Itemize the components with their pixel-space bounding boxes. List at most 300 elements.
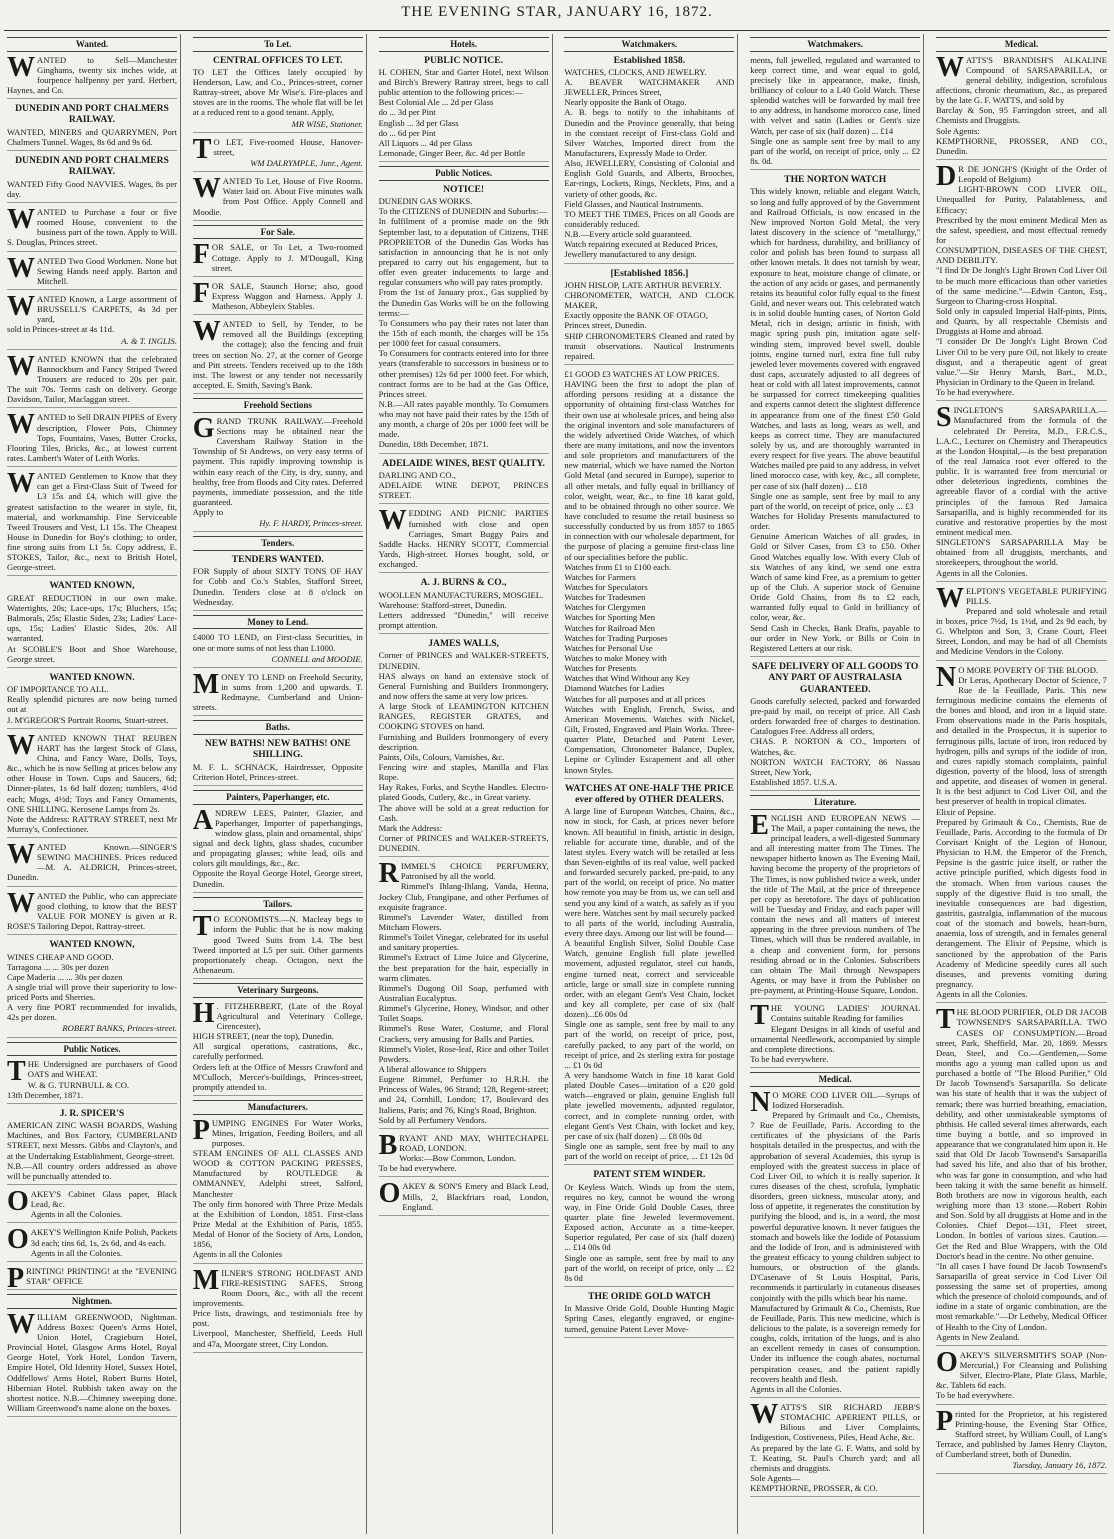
ad-text: Single one as sample, sent free by mail to any part of the world on receipt of price, ... £1 12s 0d — [564, 1140, 735, 1162]
ad-text: All surgical operations, castrations, &c., carefully performed. — [192, 1041, 363, 1062]
drop-cap: G — [192, 412, 215, 444]
advertisement — [192, 173, 363, 221]
advertisement — [750, 174, 920, 657]
advertisement — [935, 1346, 1107, 1405]
ad-text: Works:—Bow Common, London. — [399, 1153, 517, 1164]
drop-cap: W — [378, 505, 407, 537]
advertisement — [750, 1398, 921, 1497]
section-heading: Veterinary Surgeons. — [193, 983, 363, 998]
ad-text: N.B.—Every article sold guaranteed. — [564, 229, 692, 240]
section-heading: Money to Lend. — [193, 615, 363, 630]
ad-text: Also, JEWELLERY, Consisting of Colonial and English Gold Guards, and Alberts, Brooches, Ear-rings, Lockets, Rings, Necklets, Pins, and a variety of other goods, &c. — [564, 158, 735, 199]
ad-text: WELPTON'S VEGETABLE PURIFYING PILLS. — [935, 582, 1107, 614]
ad-text: M. F. L. SCHNACK, Hairdresser, Opposite Criterion Hotel, Princes-street. — [192, 761, 363, 782]
advertisement — [378, 858, 549, 1129]
ad-text: SHIP CHRONOMETERS Cleaned and rated by transit observations. Nautical Instruments repaired. — [564, 330, 735, 361]
advertisement — [935, 51, 1107, 160]
ad-text: £4000 TO LEND, on First-class Securities, in one or more sums of not less than L1000. — [192, 632, 363, 653]
drop-cap: W — [7, 468, 35, 500]
ad-text: CONSUMPTION, DISEASES OF THE CHEST, AND DEBILITY. — [935, 245, 1107, 266]
advertisement — [935, 161, 1107, 401]
advertisement — [7, 1262, 177, 1294]
ad-text: Watches for Farmers — [564, 571, 636, 582]
ad-text: 13th December, 1871. — [7, 1089, 84, 1100]
advertisement — [7, 729, 177, 838]
ad-headline: JAMES WALLS, — [428, 638, 499, 650]
section-heading: Freehold Sections — [193, 398, 363, 413]
ad-text: Prepared by Grimault & Co., Chemists, Rue de Feuillade, Paris. According to the formula of Dr Corvisart Knight of the Legion of Honour, Physician to H.M. the Emperor of the French, Pepsine is the gastric juice itself, or rather the active principle purified, which digests food in the stomach. When from various causes the supply of the digestive fluid is too small, the inevitable consequences are bad digestion, gastritis, gastralgia, inflammation of the mucous coat of the stomach and bowels, heart-burn, anaemia, loss of strength, and in females general derangement. The Elixir of Pepsine, which is sanctioned by the approbation of the Paris Academy of Medicine speedily cures all such diseases, and prevents vomiting during pregnancy. — [935, 816, 1107, 989]
ad-text: Single one as sample, sent free by mail to any part of the world, on receipt of price, post, carefully packed, to any part of the world, on receipt of price, and 2s sterling extra for postage ... £1 0s 0d — [564, 1019, 735, 1070]
drop-cap: W — [935, 582, 964, 614]
ad-text: WANTED Known, a Large assortment of BRUSSELL'S CARPETS, 4s 3d per yard, — [7, 290, 177, 325]
advertisement — [7, 1308, 177, 1417]
ad-text: BRYANT AND MAY, WHITECHAPEL ROAD, LONDON. — [378, 1129, 549, 1161]
ad-text: WANTED KNOWN that the celebrated Bannockburn and Fancy Striped Tweed Trousers are reduced to 20s per pair. The suit 70s. Terms cash on delivery. George Davidson, Tailor, Maclaggan street. — [7, 350, 177, 405]
ad-text: Rimmel's Toilet Vinegar, celebrated for its useful and sanitary properties. — [378, 932, 549, 953]
ad-text: AMERICAN ZINC WASH BOARDS, Washing Machines, and Box Factory, CUMBERLAND STREET, next Messrs. Gibbs and Clayton's, and at the Undertaking Establishment, George-street. — [7, 1120, 177, 1161]
advertisement — [193, 554, 363, 611]
drop-cap: W — [7, 290, 35, 322]
ad-signature: Hy. F. HARDY, Princes-street. — [259, 518, 363, 529]
section-heading: Painters, Paperhanger, etc. — [193, 790, 363, 805]
advertisement — [935, 402, 1107, 581]
ad-text: Corner of PRINCES and WALKER-STREETS, DUNEDIN. — [378, 832, 549, 854]
drop-cap: T — [750, 1000, 769, 1032]
ad-text: Watches for Holiday Presents manufactured to order. — [750, 510, 921, 532]
advertisement — [564, 55, 734, 264]
ad-text: Eugene Rimmel, Perfumer to H.R.H. the Princess of Wales, 96 Strand; 128, Regent-street; and 24, Cornhill, London; 17, Boulevard des Italiens, Paris; and 76, King's Road, Brighton. — [378, 1074, 549, 1115]
ad-headline: WATCHES AT ONE-HALF THE PRICE ever offered by OTHER DEALERS. — [564, 782, 734, 805]
ad-signature: Tuesday, January 16, 1872. — [1012, 1460, 1107, 1471]
ad-signature: CONNELL and MOODIE. — [271, 653, 363, 664]
advertisement — [7, 103, 177, 151]
ad-signature: WM DALRYMPLE, Junr., Agent. — [250, 158, 363, 169]
ad-text: Single one as sample, sent free by mail to any part of the world, on receipt of price, only ... £2 8s 0d — [564, 1252, 735, 1283]
drop-cap: W — [7, 1308, 35, 1340]
ad-text: Barclay & Son, 95 Farringdon street, and all Chemists and Druggists. — [935, 105, 1107, 126]
ad-text: WANTED Two Good Workmen. None but Sewing Hands need apply. Barton and Mitchell. — [7, 252, 177, 286]
ad-text: In fulfilment of a promise made on the 9th September last, to a deputation of Citizens, THE PROPRIETOR of the Dunedin Gas Works has satisfaction in announcing that he is not only prepared to carry out his engagement, but to offer even greater inducements to large and regular consumers who will pay rates promptly. — [378, 216, 549, 288]
advertisement — [192, 133, 363, 172]
ad-text: A. BEAVER WATCHMAKER AND JEWELLER, Princes Street, — [564, 77, 735, 98]
advertisement — [7, 1224, 177, 1261]
ad-text: Prescribed by the most eminent Medical Men as the safest, speediest, and most effectual remedy for — [935, 214, 1107, 245]
drop-cap: M — [192, 668, 220, 700]
ad-text: To be had everywhere. — [378, 1163, 457, 1174]
ad-text: CHRONOMETER, WATCH, AND CLOCK MAKER, — [564, 290, 735, 311]
ad-text: Watches for Railroad Men — [564, 622, 656, 633]
ad-text: Nearly opposite the Bank of Otago. — [564, 97, 687, 108]
ad-text: WANTED to Sell, by Tender, to be removed all the Buildings (excepting the cottage); also the fencing and fruit trees on section No. 27, at the corner of George and Pitt streets. Tenders received up to the 18th inst. The lowest or any tender not necessarily accepted. E. Smith, Saving's Bank. — [192, 316, 363, 391]
ad-text: Rimmel's Rose Water, Costume, and Floral Crackers, very amusing for Balls and Parties. — [378, 1023, 549, 1044]
advertisement — [192, 911, 363, 979]
ad-text: FOR Supply of about SIXTY TONS OF HAY for Cobb and Co.'s Stables, Stafford Street, Dunedin. Tenders close at 8 o'clock on Wednesday. — [192, 566, 363, 607]
section-heading: Wanted. — [7, 37, 177, 52]
advertisement — [192, 668, 363, 717]
advertisement — [935, 661, 1107, 1004]
advertisement — [935, 1004, 1107, 1346]
advertisement — [750, 809, 921, 1000]
ad-text: Princes street, Dunedin. — [564, 320, 647, 331]
drop-cap: F — [192, 239, 210, 271]
ad-text: From the 1st of January prox., Gas supplied by the Dunedin Gas Works will be on the following terms:— — [378, 287, 549, 318]
ad-text: KEMPTHORNE, PROSSER, & CO. — [750, 1483, 878, 1494]
ad-text: WANTED, MINERS and QUARRYMEN, Port Chalmers Tunnel. Wages, 8s 6d and 9s 6d. — [7, 126, 177, 147]
ad-text: NORTON WATCH FACTORY, 86 Nassau Street, New York, — [750, 756, 921, 777]
ad-text: HAVING been the first to adopt the plan of affording persons residing at a distance the opportunity of obtaining first-class Watches for their own use at wholesale prices, and being also the original inventors and sole manufacturers of the widely advertised Oride Watches, of which there are many imitations, and now the inventors and sole proprietors and manufacturers of the new material, which we have named the Norton Gold Metal (and secured in Europe), superior to all other metals, and fully equal in brilliancy of color, weight, wear, &c., to fine 18 karat gold, and to be obtained through no other source. We have concluded to resume the retail business so successfully conducted by us from 1857 to 1865 in connection with our wholesale department, for the purpose of placing a genuine first-class line of our specialities before the public. — [564, 379, 735, 562]
ad-text: Send Cash in Checks, Bank Drafts, payable to our order in New York, or Bills or Coin in Registered Letters at our risk. — [750, 622, 921, 653]
drop-cap: M — [192, 1264, 220, 1296]
ad-text: WANTED to Sell DRAIN PIPES of Every description, Flower Pots, Chimney Tops, Fountains, Vases, Butter Crocks, Flooring Tiles, Bricks, &c., at lowest current rates. Lambert's Water of Leith Works. — [7, 409, 177, 463]
ad-text: "I find Dr De Jongh's Light Brown Cod Liver Oil to be much more efficacious than other varieties of the same medicine."—Edwin Canton, Esq., Surgeon to Charing-cross Hospital. — [935, 265, 1107, 306]
advertisement — [7, 155, 177, 203]
ad-text: WANTED To Let, House of Five Rooms. Water laid on. About Five minutes walk from Post Office. Apply Connell and Moodie. — [192, 173, 363, 217]
column-1 — [4, 34, 181, 1534]
drop-cap: E — [750, 809, 769, 841]
ad-text: Tarragona ... ... 30s per dozen — [7, 961, 109, 972]
advertisement — [379, 55, 549, 163]
ad-text: MILNER'S STRONG HOLDFAST AND FIRE-RESISTING SAFES, Strong Room Doors, &c., with all the recent improvements. — [192, 1264, 363, 1308]
advertisement — [7, 1108, 177, 1185]
ad-text: Rimmel's Ihlang-Ihlang, Vanda, Henna, Jockey Club, Frangipane, and other Perfumes of exquisite fragrance. — [378, 881, 549, 912]
ad-text: Mark the Address: — [378, 822, 443, 833]
ad-text: Watches for Tradesmen — [564, 592, 646, 603]
ad-text: Agents in all the Colonies. — [935, 989, 1028, 1000]
ad-text: A liberal allowance to Shippers — [378, 1064, 487, 1075]
ad-headline: DUNEDIN AND PORT CHALMERS RAILWAY. — [15, 155, 169, 178]
ad-text: W. & G. TURNBULL & CO. — [27, 1079, 130, 1090]
ad-text: A beautiful English Silver, Solid Double Case Watch, genuine English full plate jewelled movement, adjusted regulator, steel cut hands, engine turned neat, correct and serviceable article, large or small size in complete running order, with an elegant Gent's Vest Chain, locket and key all complete, per case of six (half dozen)...£6 00s 0d — [564, 938, 735, 1020]
ad-text: WANTED Fifty Good NAVVIES. Wages, 8s per day. — [7, 178, 177, 199]
ad-text: OAKEY'S SILVERSMITH'S SOAP (Non-Mercurial,) For Cleansing and Polishing Silver, Electro-Plate, Plate Glass, Marble, &c. Tablets 6d each. — [935, 1346, 1107, 1391]
ad-headline: NEW BATHS! NEW BATHS! ONE SHILLING. — [204, 738, 351, 761]
ad-text: Furnishing and Builders Ironmongery of every description. — [378, 731, 549, 752]
ad-text: PRINTING! PRINTING! at the "EVENING STAR" OFFICE — [7, 1262, 177, 1294]
ad-headline: SAFE DELIVERY OF ALL GOODS TO ANY PART OF AUSTRALASIA GUARANTEED. — [752, 660, 919, 695]
ad-text: TO LET the Offices lately occupied by Henderson, Law, and Co., Princes-street, corner Rattray-street, above Mr Wise's. Fire-places and stoves are in the rooms. The whole flat will be let at a reduced rent to a good tenant. Apply, — [192, 66, 363, 118]
advertisement — [7, 409, 177, 467]
drop-cap: W — [935, 51, 964, 83]
ad-headline: WANTED KNOWN, — [49, 580, 135, 592]
ad-text: HAS always on hand an extensive stock of General Furnishing and Builders Ironmongery, and now offers the same at very low prices. — [378, 670, 549, 701]
ad-text: Really splendid pictures are now being turned out at — [7, 694, 177, 715]
ad-text: Agents in all the Colonies. — [750, 1383, 842, 1394]
ad-text: WANTED Gentlemen to Know that they can get a First-Class Suit of Tweed for L3 15s and £4, which will give the greatest satisfaction to the wearer in style, fit, material, and workmanship. Fine Serviceable Tweed Trousers and Vest, L1 15s. The Cheapest House in Dunedin for Boy's clothing; to order, fine strong suits from L1 5s. Copy address, E. STOKES, Tailor, &c., next to British Hotel, George-street. — [7, 468, 177, 573]
ad-text: WANTED to Sell—Manchester Ginghams, twenty six inches wide, at fourpence halfpenny per yard. Herbert, Haynes, and Co. — [7, 51, 177, 96]
ad-text: WATCHES, CLOCKS, AND JEWELRY. — [564, 66, 707, 77]
ad-text: ADELAIDE WINE DEPOT, PRINCES STREET. — [378, 480, 549, 501]
advertisement — [564, 1291, 734, 1338]
ad-text: Hay Rakes, Forks, and Scythe Handles. Electro-plated Goods, Cutlery, &c., in Great variety. — [378, 782, 549, 803]
drop-cap: T — [192, 133, 212, 165]
ad-text: Field Glasses, and Nautical Instruments. — [564, 198, 704, 209]
ad-text: H. COHEN, Star and Garter Hotel, next Wilson and Birch's Brewery Rattray street, begs to call public attention to the following prices:— — [378, 66, 549, 98]
drop-cap: T — [935, 1004, 955, 1036]
ad-text: do ... 6d per Pint — [378, 127, 436, 138]
advertisement — [935, 582, 1107, 661]
section-heading: Literature. — [750, 795, 920, 810]
ad-text: Genuine American Watches of all grades, in Gold or Silver Cases, from £3 to £50. Other Good Watches equally low. With every Club of six Watches of any kind, we send one extra Watch of same kind Free, as a premium to getter up of the Club. A superior stock of Genuine Oride Gold Chains, from 8s to £2 each, warranted fully equal to Gold in brilliancy of color, wear, &c. — [750, 531, 921, 623]
drop-cap: W — [192, 173, 221, 205]
ad-text: J. M'GREGOR'S Portrait Rooms, Stuart-street. — [7, 714, 169, 725]
ad-text: Rimmel's Dugong Oil Soap, perfumed with Australian Eucalyptus. — [378, 982, 549, 1004]
section-heading: Medical. — [750, 1072, 920, 1087]
column-3 — [376, 34, 553, 1534]
ad-text: Rimmel's Glycerine, Honey, Windsor, and other Toilet Soaps. — [378, 1003, 549, 1024]
ad-text: Watches for all purposes and at all prices — [564, 693, 706, 704]
ad-text: Printed for the Proprietor, at his registered Printing-house, the Evening Star Office, Stafford street, by William Coull, of Lang's Terrace, and published by James Henry Clayton, of Cumberland street, both of Dunedin. — [935, 1405, 1107, 1460]
ad-text: As prepared by the late G. F. Watts, and sold by T. Keating, St. Paul's Church yard; and all chemists and druggists. — [750, 1442, 921, 1473]
ad-text: Established 1857. U.S.A. — [750, 777, 838, 787]
advertisement — [7, 672, 177, 729]
advertisement — [7, 1056, 177, 1104]
drop-cap: H — [192, 997, 215, 1029]
drop-cap: P — [935, 1405, 954, 1437]
ad-text: Agents in all the Colonies — [192, 1249, 283, 1260]
ad-text: Agents in all the Colonies. — [30, 1247, 123, 1258]
ad-text: GREAT REDUCTION in our own make. Watertights, 20s; Lace-ups, 17s; Bluchers, 15s; Balmorals, 25s; Elastic Sides, 23s; Ladies' Lace-ups, 15s; Ladies' Elastic Sides, 20s. All warranted. — [7, 592, 177, 644]
ad-text: A large Stock of LEAMINGTON KITCHEN RANGES, REGISTER GRATES, and COOKING STOVES on hand. — [378, 701, 549, 732]
ad-text: Prepared by Grimault and Co., Chemists, 7 Rue de Feuillade, Paris. According to the certificates of the physicians of the Paris hospitals detailed in the prospectus, and with the approbation of several Academies, this syrup is employed with the greatest success in place of Cod Liver Oil, to which it is really superior. It cures diseases of the chest, scrofula, lymphatic disorders, green sickness, muscular atony, and loss of appetite, it regenerates the constitution by purifying the blood, and is, in a word, the most powerful depurative known. It never fatigues the stomach and bowels like the Iodide of Potassium and the Iodide of Iron, and is administered with the greatest efficacy to young children subject to humours, or obstruction of the glands. D'Casenave of St Louis Hospital, Paris, recommends it particularly in cutaneous diseases conjointly with the pills which bear his name. — [750, 1110, 921, 1303]
ad-headline: NOTICE! — [443, 183, 485, 195]
drop-cap: W — [7, 729, 35, 761]
ad-text: Sold by all Perfumery Vendors. — [378, 1114, 487, 1125]
ad-text: WANTED Known.—SINGER'S SEWING MACHINES. Prices reduced—M. A. ALDRICH, Princes-street, Dunedin. — [7, 839, 177, 883]
section-heading: Public Notices. — [379, 166, 549, 181]
ad-text: At SCOBLE'S Boot and Shoe Warehouse, George street. — [7, 643, 177, 664]
advertisement — [7, 839, 177, 887]
ad-text: To be had everywhere. — [750, 1053, 829, 1064]
ad-signature: A. & T. INGLIS. — [121, 335, 177, 346]
drop-cap: B — [378, 1129, 398, 1161]
ad-headline: CENTRAL OFFICES TO LET. — [213, 54, 343, 66]
ad-headline: THE NORTON WATCH — [784, 174, 887, 186]
ad-text: Agents in New Zealand. — [935, 1331, 1020, 1342]
ad-text: Opposite the Royal George Hotel, George street, Dunedin. — [192, 868, 363, 889]
ad-text: DARLING AND CO., — [378, 469, 456, 480]
drop-cap: W — [7, 203, 35, 235]
ad-text: Dr Leras, Apothecary Doctor of Science, 7 Rue de la Feuillade, Paris. This new ferruginous medicine contains the elements of the bones and blood, and iron in a liquid state. From observations made in the Paris hospitals, and detailed in the Prospectus, it is superior to ferruginous pills, lactate of iron, iron reduced by hydrogen, pills and syrups of the iodide of iron, and cures rapidly stomach complaints, painful digestion, poverty of the blood, loss of strength and appetite, and diseases of women in general. It is the best adjunct to Cod Liver Oil, and the best preserver of health in tropical climates. — [935, 674, 1107, 807]
masthead-rule — [4, 30, 1110, 31]
advertisement — [379, 458, 549, 505]
ad-text: Letters addressed "Dunedin," will receive prompt attention. — [378, 609, 549, 630]
advertisement — [193, 632, 363, 667]
ad-text: Paints, Oils, Colours, Varnishes, &c. — [378, 751, 505, 762]
drop-cap: W — [7, 887, 35, 919]
section-heading: Medical. — [936, 37, 1107, 52]
drop-cap: W — [7, 350, 35, 382]
ad-text: Sold only in capsuled Imperial Half-pints, Pints, and Quarts, by all respectable Chemists and Druggists at Home and abroad. — [935, 305, 1107, 337]
drop-cap: N — [750, 1086, 771, 1118]
ad-text: Diamond Watches for Ladies — [564, 683, 665, 694]
ad-text: N.B.—All country orders addressed as above will be punctually attended to. — [7, 1160, 177, 1181]
ad-text: Best Colonial Ale ... 2d per Glass — [378, 97, 494, 108]
advertisement — [564, 783, 734, 1166]
drop-cap: W — [750, 1398, 779, 1430]
ad-text: Rimmel's Violet, Rose-leaf, Rice and other Toilet Powders. — [378, 1043, 549, 1064]
section-heading: Watchmakers. — [750, 37, 920, 52]
ad-text: To be had everywhere. — [935, 1390, 1015, 1401]
ad-text: Or Keyless Watch. Winds up from the stem, requires no key, cannot be wound the wrong way, in Fine Oride Gold Double Cases, three quarter plate fine Jeweled levermovement. Exposed action, Accurate as a time-keeper. Superior regulated, Per case of six (half dozen) ... £14 00s 0d — [564, 1181, 735, 1253]
ad-text: Note the Address: RATTRAY STREET, next Mr Murray's, Confectioner. — [7, 813, 177, 834]
ad-text: Fencing wire and staples, Manilla and Flax Rope. — [378, 761, 549, 783]
drop-cap: F — [192, 277, 210, 309]
drop-cap: S — [935, 402, 952, 434]
ad-headline: [Established 1856.] — [610, 267, 689, 279]
ad-text: PUMPING ENGINES For Water Works, Mines, Irrigation, Feeding Boilers, and all purposes. — [192, 1114, 363, 1148]
ad-signature: MR WISE, Stationer. — [291, 118, 363, 129]
section-heading: Nightmen. — [7, 1294, 177, 1309]
ad-text: Watches for Personal Use — [564, 642, 653, 653]
drop-cap: P — [7, 1262, 25, 1294]
advertisement — [378, 1129, 549, 1178]
ad-text: T O ECONOMISTS.—N. Macleay begs to inform the Public that he is now making good Tweed Suits from L4. The best Tweed imported at L5 per suit. Other garments proportionately cheap. Octagon, next the Athenaeum. — [192, 911, 363, 975]
ad-headline: PUBLIC NOTICE. — [424, 54, 504, 66]
advertisement — [564, 1169, 734, 1287]
advertisement — [7, 290, 177, 350]
ad-text: WINES CHEAP AND GOOD. — [7, 951, 114, 962]
ad-text: A very fine PORT recommended for invalids, 42s per dozen. — [7, 1002, 177, 1023]
ad-text: KEMPTHORNE, PROSSER, AND CO., Dunedin. — [935, 135, 1107, 156]
ad-text: N O MORE POVERTY OF THE BLOOD. — [935, 661, 1099, 693]
advertisement — [192, 239, 363, 276]
ad-text: RIMMEL'S CHOICE PERFUMERY, Patronised by all the world. — [378, 858, 549, 890]
ad-headline: Established 1858. — [613, 54, 686, 66]
ad-text: WANTED KNOWN THAT REUBEN HART has the largest Stock of Glass, China, and Fancy Ware, Dolls, Toys, &c., which he is now Selling at prices below any other House in Town. Cups and Saucers, 6d; Dinner-plates, 1s 6d half dozen; tumblers, 4½d each; Mugs, 4½d; Toys and Fancy Ornaments, ONE SHILLING. Kerosene Lamps from 2s. — [7, 729, 177, 814]
ad-headline: J. R. SPICER'S — [59, 1107, 125, 1119]
drop-cap: W — [7, 839, 35, 871]
advertisement — [7, 468, 177, 576]
ad-headline: ADELAIDE WINES, BEST QUALITY. — [382, 457, 545, 469]
ad-text: Single one as sample, sent free by mail to any part of the world, on receipt of price, only ... £3 — [750, 490, 921, 511]
ad-text: Rimmel's Lavender Water, distilled from Mitcham Flowers. — [378, 911, 549, 933]
section-heading: For Sale. — [193, 225, 363, 240]
advertisement — [378, 505, 549, 573]
ad-headline: THE ORIDE GOLD WATCH — [588, 1290, 711, 1302]
ad-text: Agents in all the Colonies. — [935, 567, 1028, 578]
column-2 — [190, 34, 367, 1534]
ad-text: All Liquors ... 4d per Glass — [378, 137, 473, 148]
advertisement — [564, 369, 734, 779]
ad-text: Watches from £1 to £100 each. — [564, 561, 672, 572]
ad-text: Manufactured by Grimault & Co., Chemists, Rue de Feuillade, Paris. This new medicine, which is delicious to the palate, is a sovereign remedy for coughs, colds, irritation of the lungs, and is also an excellent remedy in cases of consumption. Under its influence the cough abates, nocturnal perspiration ceases, and the patient rapidly recovers health and flesh. — [750, 1302, 921, 1384]
ad-text: Watches for Sporting Men — [564, 612, 656, 623]
ad-text: FOR SALE, Staunch Horse; also, good Express Waggon and Harness. Apply J. Matheson, Abbeyleix Stables. — [192, 277, 363, 312]
ad-text: WATTS'S BRANDISH'S ALKALINE Compound of SARSAPARILLA, or general debility, indigestion, scrofulous affections, chronic rheumatism, &c., as prepared by the late G. F. WATTS, and sold by — [935, 51, 1107, 106]
advertisement — [7, 203, 177, 252]
section-heading: Manufacturers. — [193, 1100, 363, 1115]
ad-text: Single one as sample sent free by mail to any part of the world, on receipt of price, only ... £2 8s. 0d. — [750, 135, 921, 167]
ad-text: In Massive Oride Gold, Double Hunting Magic Spring Cases, elegantly engraved, or engine-turned, genuine Patent Lever Move- — [564, 1303, 735, 1334]
ad-text: TO MEET THE TIMES, Prices on all Goods are considerably reduced. — [564, 208, 735, 230]
ad-text: Sole Agents: — [935, 125, 980, 136]
ad-text: Price lists, drawings, and testimonials free by post. — [192, 1308, 363, 1329]
ad-text: FOR SALE, or To Let, a Two-roomed Cottage. Apply to J. M'Dougall, King street. — [192, 239, 363, 273]
advertisement — [192, 997, 363, 1096]
ad-text: WANTED to Purchase a four or five roomed House, convenient to the business part of the town. Apply to Will. S. Douglas, Princes street. — [7, 203, 177, 248]
advertisement — [7, 51, 177, 100]
ad-text: Jewellery manufactured to any design. — [564, 249, 697, 260]
drop-cap: O — [378, 1178, 401, 1210]
section-heading: Baths. — [193, 720, 363, 735]
advertisement — [192, 412, 363, 533]
advertisement — [564, 268, 734, 365]
ad-text: Lemonade, Ginger Beer, &c. 4d per Bottle — [378, 148, 526, 159]
ad-headline: A. J. BURNS & CO., — [420, 577, 507, 589]
advertisement — [7, 1185, 177, 1223]
masthead: THE EVENING STAR, JANUARY 16, 1872. — [401, 4, 713, 20]
ad-text: sold in Princes-street at 4s 11d. — [7, 324, 115, 335]
advertisement — [7, 580, 177, 667]
advertisement — [750, 661, 920, 791]
ad-text: DUNEDIN GAS WORKS. — [378, 196, 473, 207]
ad-headline: DUNEDIN AND PORT CHALMERS RAILWAY. — [15, 103, 169, 126]
advertisement — [750, 1000, 921, 1068]
drop-cap: W — [192, 316, 221, 348]
section-heading: Hotels. — [379, 37, 549, 52]
drop-cap: N — [935, 661, 957, 693]
ad-text: To the CITIZENS of DUNEDIN and Suburbs:— — [378, 206, 547, 217]
ad-text: Prepared and sold wholesale and retail in boxes, price 7½d, 1s 1½d, and 2s 9d each, by G. Whelpton and Son, 3, Crane Court, Fleet Street, London, and may be had of all Chemists and Medicine Vendors in the Colony. — [935, 605, 1107, 657]
ad-text: ments, full jewelled, regulated and warranted to keep correct time, and wear equal to gold, precisely like in appearance, make, finish, brilliancy of colour to a L40 Gold Watch. These splendid watches will be forwarded by mail free to any address, in handsome morocco case, lined with velvet and satin (Ladies or Gent's size Watch, per case of six (half dozen) ... £14 — [750, 54, 921, 136]
advertisement — [378, 1178, 549, 1215]
ad-text: MONEY TO LEND on Freehold Security, in sums from 1,200 and upwards. T. Redmayne, Cumberland and Union-streets. — [192, 668, 363, 713]
ad-text: WATTS'S SIR RICHARD JEBB'S STOMACHIC APERIENT PILLS, or Bilious and Liver Complaints, Indigestion, Costiveness, Piles, Head Ache, &c. — [750, 1398, 921, 1443]
advertisement — [7, 887, 177, 936]
ad-text: To be had everywhere. — [935, 387, 1015, 398]
ad-text: A very handsome Watch in fine 18 karat Gold plated Double Cases—imitation of a £20 gold watch—engraved or plain, genuine English full plate jewelled movements, adjusted regulator, correct, and in complete running order, with elegant Gent's Vest Chain, with locket and key, per case of six (half dozen) ... £8 00s 0d — [564, 1069, 735, 1141]
ad-text: Watches for Presents — [564, 663, 637, 674]
advertisement — [193, 738, 363, 786]
ad-text: Watches to make Money with — [564, 652, 667, 663]
drop-cap: O — [7, 1185, 29, 1217]
ad-text: Cape Maderia ... ... 30s per dozen — [7, 971, 123, 982]
ad-text: Sole Agents— — [750, 1472, 801, 1483]
section-heading: Tailors. — [193, 897, 363, 912]
ad-text: D R DE JONGH'S (Knight of the Order of Leopold of Belgium) — [935, 161, 1107, 193]
section-heading: Tenders. — [193, 536, 363, 551]
ad-text: WEDDING AND PICNIC PARTIES furnished with close and open Carriages, Smart Buggy Pairs and Saddle Hacks. HENRY SCOTT, Commercial Yards, High-street. Horses bought, sold, or exchanged. — [378, 505, 549, 570]
advertisement — [192, 1264, 363, 1353]
ad-text: The only firm honored with Three Prize Medals at the Exhibition of London, 1851. First-class Prize Medal at the Exhibition of Paris, 1855. Medal of Honor of the Society of Arts, London, 1856, — [192, 1198, 363, 1250]
ad-text: STEAM ENGINES OF ALL CLASSES AND WOOD & COTTON PACKING PRESSES, Manufactured by ROUTLEDGE & OMMANNEY, Adelphi street, Salford, Manchester — [192, 1148, 363, 1199]
ad-headline: PATENT STEM WINDER. — [593, 1169, 706, 1181]
section-heading: Public Notices. — [7, 1042, 177, 1057]
column-6 — [933, 34, 1110, 1534]
advertisement — [935, 1405, 1107, 1475]
ad-text: WANTED the Public, who can appreciate good clothing, to know that the BEST VALUE FOR MONEY is given at R. ROSE'S Tailoring Depot, Rattray-street. — [7, 887, 177, 932]
ad-text: WOOLLEN MANUFACTURERS, MOSGIEL. — [378, 589, 544, 600]
drop-cap: O — [7, 1224, 29, 1256]
drop-cap: D — [935, 161, 957, 193]
advertisement — [379, 577, 549, 634]
ad-text: do ... 3d per Pint — [378, 107, 436, 118]
drop-cap: T — [7, 1056, 26, 1088]
ad-text: "I consider Dr De Jongh's Light Brown Cod Liver Oil to be very pure Oil, not likely to create disgust, and a therapeutic agent of great value."—Sir Henry Marsh, Bart., M.D., Physician in Ordinary to the Queen in Ireland. — [935, 336, 1107, 387]
ad-text: Watches for Speculators — [564, 581, 648, 592]
section-heading: Watchmakers. — [564, 37, 734, 52]
drop-cap: A — [192, 804, 214, 836]
advertisement — [192, 1114, 363, 1264]
ad-text: Elixir of Pepsine. — [935, 806, 996, 817]
ad-text: T O LET, Five-roomed House, Hanover-street, — [192, 133, 363, 165]
ad-text: To Consumers who pay their rates not later than the 15th of each month, the charges will be 15s per 1000 feet for casual consumers. — [378, 317, 549, 349]
ad-text: A large line of European Watches, Chains, &c., now in stock, for Cash, at prices never before known. All beautiful in finish, artistic in design, reliable for accurate time, durable, and of the latest styles. Every watch will be retailed at less than Seven-eighths of its real value, well packed and forwarded securely packed, pre-paid, to any part of the world, on receipt of price. No matter how remote you may be from us, we can sell and send you any kind of a watch, as safely as if you were here. Watches sent by mail securely packed to all parts of the world, including Australia, every three days. Among our list will be found— — [564, 806, 735, 938]
ad-text: A single trial will prove their superiority to low-priced Ports and Sherries. — [7, 981, 177, 1003]
advertisement — [192, 804, 363, 893]
ad-text: Goods carefully selected, packed and forwarded pre-paid by mail, on receipt of price. All Cash orders forwarded free of charges to destination. Catalogues Free. Address all orders, — [750, 695, 921, 737]
ad-text: THE Undersigned are purchasers of Good OATS and WHEAT. — [7, 1056, 177, 1088]
